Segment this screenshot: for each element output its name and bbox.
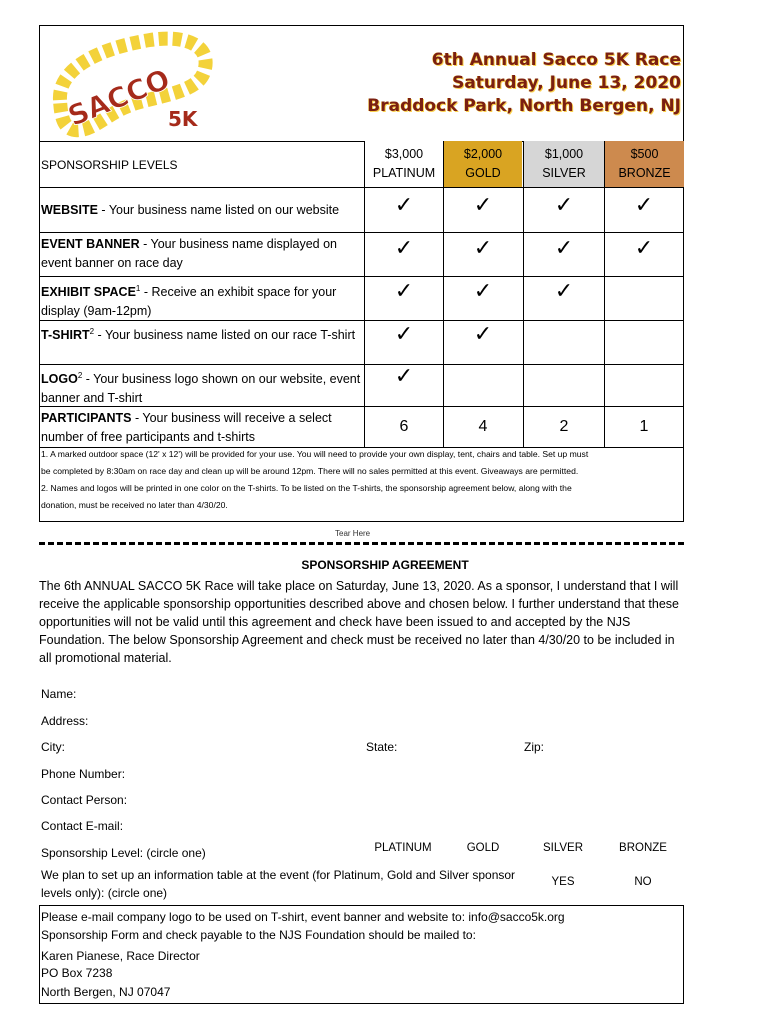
footnote-line: 2. Names and logos will be printed in one color on the T-shirts. To be listed on the T-shirts, the sponsorship agreement below, along with the (41, 483, 572, 493)
level-option-silver[interactable]: SILVER (542, 842, 584, 854)
race-date: Saturday, June 13, 2020 (452, 73, 681, 93)
level-price: $2,000 (463, 147, 503, 161)
race-title: 6th Annual Sacco 5K Race (431, 50, 681, 70)
benefit-desc: - Your business logo shown on our website, event banner and T-shirt (41, 372, 361, 406)
row-rule (39, 232, 684, 233)
level-silver-header (524, 141, 604, 187)
checkmark-icon: ✓ (473, 193, 493, 218)
contact-person-field[interactable]: Contact Person: (41, 793, 128, 807)
mail-address-line: North Bergen, NJ 07047 (41, 985, 171, 999)
benefit-title: EVENT BANNER (41, 237, 140, 251)
benefit-website (41, 201, 361, 220)
sponsorship-levels-label: SPONSORSHIP LEVELS (41, 158, 178, 172)
mail-address-line: PO Box 7238 (41, 966, 113, 980)
level-price: $3,000 (384, 147, 424, 161)
benefit-desc: - Your business name listed on our website (97, 203, 340, 217)
logo-sub: 5K (168, 107, 198, 131)
level-platinum-header (365, 141, 443, 187)
info-table-no[interactable]: NO (634, 876, 652, 888)
benefit-event-banner (41, 235, 361, 273)
phone-field[interactable]: Phone Number: (41, 767, 126, 781)
level-price: $1,000 (544, 147, 584, 161)
mail-instructions: Sponsorship Form and check payable to the NJS Foundation should be mailed to: (41, 928, 476, 942)
benefit-logo (41, 366, 361, 408)
level-name: BRONZE (618, 166, 671, 180)
level-name: GOLD (465, 166, 501, 180)
benefit-title: T-SHIRT (41, 328, 90, 343)
checkmark-icon: ✓ (473, 322, 493, 347)
checkmark-icon: ✓ (394, 279, 414, 304)
participant-count-silver: 2 (559, 418, 569, 435)
benefit-title: LOGO (41, 372, 78, 387)
benefit-desc: - Your business name listed on our race T-shirt (94, 328, 356, 343)
footnote-ref: 2 (77, 371, 83, 380)
level-price: $500 (630, 147, 659, 161)
footnote-ref: 1 (135, 284, 141, 293)
level-name: PLATINUM (372, 166, 436, 180)
city-field[interactable]: City: (41, 740, 65, 754)
benefit-title: PARTICIPANTS (41, 411, 132, 425)
info-table-label: We plan to set up an information table at the event (for Platinum, Gold and Silver sponsor levels only): (circle one) (41, 868, 516, 900)
benefit-exhibit-space (41, 279, 361, 321)
agreement-body: The 6th ANNUAL SACCO 5K Race will take place on Saturday, June 13, 2020. As a sponsor, I understand that I will receive the applicable sponsorship opportunities described above and chosen below. I further understand that these opportunities will not be valid until this agreement and check have been issued to and accepted by the NJS Foundation. The below Sponsorship Agreement and check must be received no later than 4/30/20 to be included in all promotional material. (39, 579, 680, 665)
address-field[interactable]: Address: (41, 714, 89, 728)
benefit-title: WEBSITE (41, 203, 98, 217)
level-option-gold[interactable]: GOLD (466, 842, 500, 854)
mail-address-line: Karen Pianese, Race Director (41, 949, 200, 963)
table-header-rule (39, 187, 684, 188)
benefit-desc: - Your business will receive a select number of free participants and t-shirts (41, 411, 332, 444)
footnote-ref: 2 (89, 327, 95, 336)
checkmark-icon: ✓ (394, 322, 414, 347)
benefit-desc: - Your business name displayed on event banner on race day (41, 237, 337, 270)
info-table-yes[interactable]: YES (551, 876, 575, 888)
level-bronze-header (605, 141, 684, 187)
footnote-line: be completed by 8:30am on race day and clean up will be around 12pm. There will no sales permitted at this event. Giveaways are permitted. (41, 466, 579, 476)
checkmark-icon: ✓ (394, 364, 414, 389)
sacco-5k-logo (40, 28, 220, 138)
zip-field[interactable]: Zip: (524, 740, 545, 754)
agreement-title: SPONSORSHIP AGREEMENT (301, 558, 469, 572)
checkmark-icon: ✓ (394, 236, 414, 261)
tear-line (39, 542, 684, 545)
footnote-line: 1. A marked outdoor space (12' x 12') will be provided for your use. You will need to provide your own display, tent, chairs and table. Set up must (41, 449, 589, 459)
row-rule (39, 364, 684, 365)
tear-here-label: Tear Here (335, 529, 371, 538)
sponsorship-level-label: Sponsorship Level: (circle one) (41, 846, 206, 860)
race-location: Braddock Park, North Bergen, NJ (367, 96, 681, 116)
participant-count-bronze: 1 (639, 418, 649, 435)
checkmark-icon: ✓ (394, 193, 414, 218)
checkmark-icon: ✓ (634, 193, 654, 218)
level-name: SILVER (542, 166, 586, 180)
checkmark-icon: ✓ (634, 236, 654, 261)
row-rule (39, 276, 684, 277)
email-instructions: Please e-mail company logo to be used on T-shirt, event banner and website to: info@sacco5k.org (41, 910, 565, 924)
name-field[interactable]: Name: (41, 687, 77, 701)
checkmark-icon: ✓ (473, 236, 493, 261)
checkmark-icon: ✓ (554, 236, 574, 261)
participant-count-gold: 4 (478, 418, 488, 435)
footnote-line: donation, must be received no later than 4/30/20. (41, 500, 228, 510)
checkmark-icon: ✓ (554, 193, 574, 218)
benefit-desc: - Receive an exhibit space for your display (9am-12pm) (41, 285, 337, 319)
checkmark-icon: ✓ (554, 279, 574, 304)
benefit-t-shirt (41, 322, 361, 345)
checkmark-icon: ✓ (473, 279, 493, 304)
level-gold-header (444, 141, 522, 187)
contact-email-field[interactable]: Contact E-mail: (41, 819, 124, 833)
level-option-bronze[interactable]: BRONZE (619, 842, 667, 854)
benefit-title: EXHIBIT SPACE (41, 285, 136, 300)
level-option-platinum[interactable]: PLATINUM (374, 842, 432, 854)
state-field[interactable]: State: (366, 740, 398, 754)
logo-word: SACCO (63, 62, 175, 133)
benefit-participants (41, 409, 361, 447)
participant-count-platinum: 6 (399, 418, 409, 435)
